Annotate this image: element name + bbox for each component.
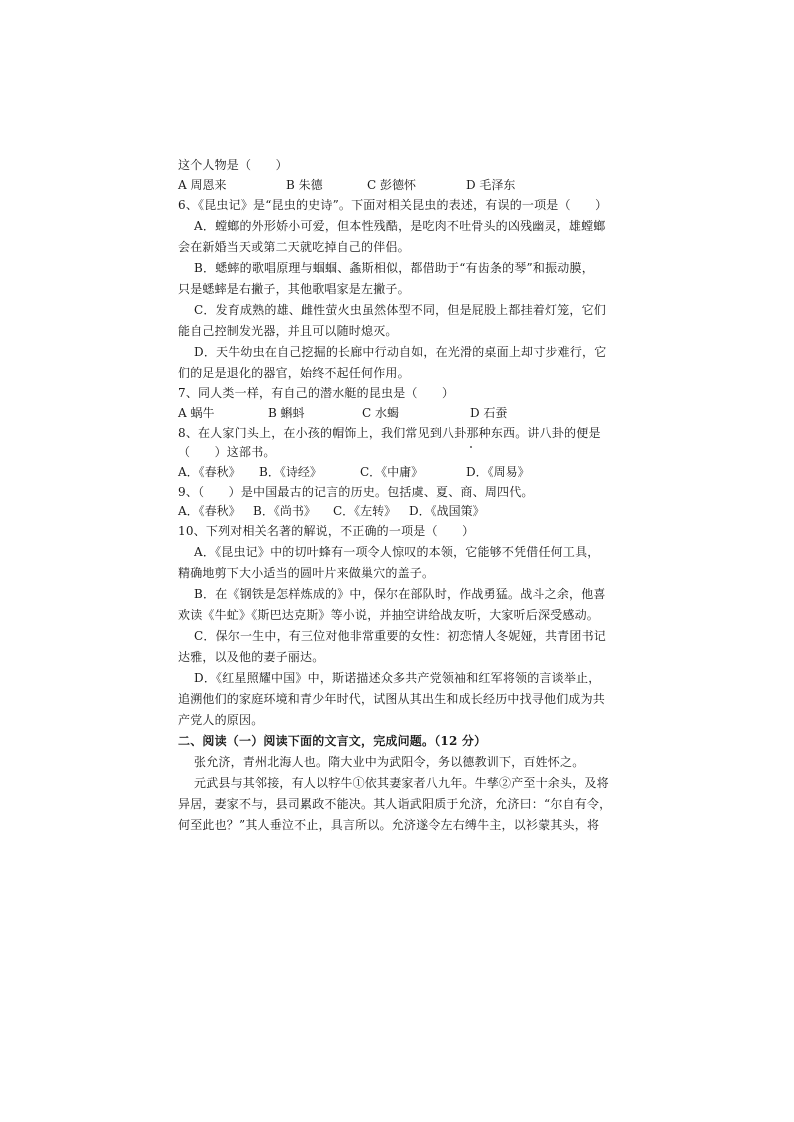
passage-paragraph-2-line1: 元武县与其邻接，有人以牸牛①依其妻家者八九年。牛孳②产至十余头，及将 (194, 776, 609, 790)
q7-option-a: A 蜗牛 (178, 406, 215, 420)
q6-option-b-line2: 只是蟋蟀是右撇子，其他歌唱家是左撇子。 (178, 282, 410, 296)
q8-option-a: A．《春秋》 (178, 465, 241, 479)
q10-option-d-line3: 产党人的原因。 (178, 713, 264, 727)
section-2-heading: 二、阅读（一）阅读下面的文言文，完成问题。（12 分） (178, 734, 487, 748)
q9-option-d: D．《战国策》 (409, 504, 485, 518)
q10-option-d-line1: D．《红星照耀中国》中，斯诺描述众多共产党领袖和红军将领的言谈举止， (194, 671, 601, 685)
q9-option-b: B．《尚书》 (253, 504, 316, 518)
q8-option-d: D．《周易》 (466, 465, 530, 479)
scan-speck (470, 446, 472, 448)
question-7-stem: 7、同人类一样，有自己的潜水艇的昆虫是（ ） (178, 386, 455, 400)
passage-paragraph-2-line2: 异居，妻家不与，县司累政不能决。其人诣武阳质于允济，允济曰：“尔自有令， (178, 797, 612, 811)
q8-option-c: C．《中庸》 (360, 465, 424, 479)
q9-option-c: C．《左转》 (333, 504, 397, 518)
q7-option-b: B 蝌蚪 (268, 406, 305, 420)
passage-paragraph-2-line3: 何至此也？”其人垂泣不止，具言所以。允济遂令左右缚牛主，以衫蒙其头，将 (178, 818, 600, 832)
q6-option-a-line2: 会在新婚当天或第二天就吃掉自己的伴侣。 (178, 240, 410, 254)
q6-option-d-line2: 们的足是退化的器官，始终不起任何作用。 (178, 366, 410, 380)
q10-option-d-line2: 追溯他们的家庭环境和青少年时代，试图从其出生和成长经历中找寻他们成为共 (178, 692, 606, 706)
q10-option-c-line2: 达雅，以及他的妻子丽达。 (178, 650, 325, 664)
q6-option-b-line1: B．蟋蟀的歌唱原理与蝈蝈、螽斯相似，都借助于“有齿条的琴”和振动膜， (194, 261, 594, 275)
q10-option-a-line1: A．《昆虫记》中的切叶蜂有一项令人惊叹的本领，它能够不凭借任何工具， (194, 545, 600, 559)
q10-option-b-line1: B．在《钢铁是怎样炼成的》中，保尔在部队时，作战勇猛。战斗之余，他喜 (194, 587, 606, 601)
q8-option-b: B．《诗经》 (259, 465, 322, 479)
q6-option-a-line1: A．螳螂的外形娇小可爱，但本性残酷，是吃肉不吐骨头的凶残幽灵，雄螳螂 (194, 219, 606, 233)
q10-option-b-line2: 欢读《牛虻》《斯巴达克斯》等小说，并抽空讲给战友听，大家听后深受感动。 (178, 608, 600, 622)
question-10-stem: 10、下列对相关名著的解说，不正确的一项是（ ） (178, 524, 475, 538)
question-8-stem-line2: （ ）这部书。 (178, 445, 276, 459)
question-8-stem-line1: 8、在人家门头上，在小孩的帽饰上，我们常见到八卦那种东西。讲八卦的便是 (178, 426, 601, 440)
q7-option-c: C 水蝎 (362, 406, 399, 420)
q5-option-a: A 周恩来 (178, 178, 227, 192)
q5-option-b: B 朱德 (286, 178, 323, 192)
q10-option-a-line2: 精确地剪下大小适当的圆叶片来做巢穴的盖子。 (178, 566, 435, 580)
q6-option-c-line2: 能自己控制发光器，并且可以随时熄灭。 (178, 324, 398, 338)
question-9-stem: 9、（ ）是中国最古的记言的历史。包括虞、夏、商、周四代。 (178, 485, 534, 499)
q5-option-c: C 彭德怀 (367, 178, 416, 192)
q5-option-d: D 毛泽东 (466, 178, 516, 192)
q7-option-d: D 石蚕 (470, 406, 508, 420)
question-5-stem-end: 这个人物是（ ） (178, 158, 288, 172)
passage-paragraph-1: 张允济，青州北海人也。隋大业中为武阳令，务以德教训下，百姓怀之。 (194, 755, 585, 769)
q6-option-d-line1: D．天牛幼虫在自己挖掘的长廊中行动自如，在光滑的桌面上却寸步难行，它 (194, 345, 607, 359)
q9-option-a: A．《春秋》 (178, 504, 241, 518)
q6-option-c-line1: C．发育成熟的雄、雌性萤火虫虽然体型不同，但是屁股上都挂着灯笼，它们 (194, 303, 606, 317)
q10-option-c-line1: C．保尔一生中，有三位对他非常重要的女性：初恋情人冬妮娅，共青团书记 (194, 629, 606, 643)
question-6-stem: 6、《昆虫记》是“昆虫的史诗”。下面对相关昆虫的表述，有误的一项是（ ） (178, 198, 608, 212)
